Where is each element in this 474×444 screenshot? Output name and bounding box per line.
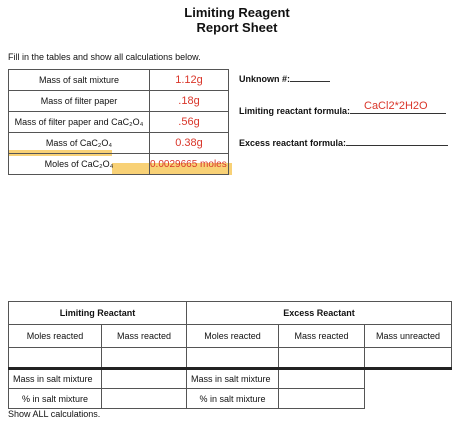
- row-label: Mass of CaC₂O₄: [9, 133, 150, 154]
- row-value[interactable]: .18g: [150, 91, 229, 112]
- unknown-label: Unknown #:: [239, 74, 290, 84]
- row-value[interactable]: 0.38g: [150, 133, 229, 154]
- limiting-answer: CaCl2*2H2O: [364, 100, 428, 112]
- instructions-text: Fill in the tables and show all calculations below.: [8, 52, 201, 62]
- limiting-label: Limiting reactant formula:: [239, 106, 351, 116]
- excess-reactant-header: Excess Reactant: [187, 302, 452, 325]
- col-mass-reacted: Mass reacted: [102, 325, 187, 348]
- results-table: [8, 301, 452, 409]
- table-row: [9, 389, 452, 409]
- empty-cell: [365, 389, 452, 409]
- row-value[interactable]: 0.0029665 moles: [150, 154, 229, 175]
- row-label: Mass of filter paper and CaC₂O₄: [9, 112, 150, 133]
- excess-label: Excess reactant formula:: [239, 138, 347, 148]
- unknown-field: [239, 72, 330, 84]
- empty-cell: [365, 369, 452, 389]
- table-row: [9, 369, 452, 389]
- table-row: [9, 91, 229, 112]
- label-mass-in-mixture: Mass in salt mixture: [187, 369, 279, 389]
- row-label: Mass of filter paper: [9, 91, 150, 112]
- col-mass-unreacted: Mass unreacted: [365, 325, 452, 348]
- row-value[interactable]: .56g: [150, 112, 229, 133]
- table-row: [9, 133, 229, 154]
- table-row: [9, 348, 452, 369]
- table-row: [9, 302, 452, 325]
- empty-cell[interactable]: [9, 348, 102, 369]
- empty-cell[interactable]: [102, 389, 187, 409]
- empty-cell[interactable]: [365, 348, 452, 369]
- page-subtitle: Report Sheet: [196, 20, 278, 35]
- label-mass-in-mixture: Mass in salt mixture: [9, 369, 102, 389]
- empty-cell[interactable]: [102, 369, 187, 389]
- label-pct-in-mixture: % in salt mixture: [9, 389, 102, 409]
- table-row: [9, 325, 452, 348]
- footer-note: Show ALL calculations.: [8, 409, 101, 419]
- col-moles-reacted: Moles reacted: [9, 325, 102, 348]
- col-moles-reacted: Moles reacted: [187, 325, 279, 348]
- table-row: [9, 154, 229, 175]
- empty-cell[interactable]: [279, 348, 365, 369]
- excess-blank[interactable]: [346, 136, 448, 146]
- label-pct-in-mixture: % in salt mixture: [187, 389, 279, 409]
- empty-cell[interactable]: [279, 369, 365, 389]
- table-row: [9, 70, 229, 91]
- empty-cell[interactable]: [279, 389, 365, 409]
- row-label: Mass of salt mixture: [9, 70, 150, 91]
- table-row: [9, 112, 229, 133]
- row-label: Moles of CaC₂O₄: [9, 154, 150, 175]
- empty-cell[interactable]: [102, 348, 187, 369]
- row-value[interactable]: 1.12g: [150, 70, 229, 91]
- limiting-reactant-header: Limiting Reactant: [9, 302, 187, 325]
- col-mass-reacted: Mass reacted: [279, 325, 365, 348]
- unknown-blank[interactable]: [290, 72, 330, 82]
- calculations-table: [8, 69, 229, 175]
- empty-cell[interactable]: [187, 348, 279, 369]
- page-title: Limiting Reagent: [184, 5, 290, 20]
- excess-field: [239, 136, 448, 148]
